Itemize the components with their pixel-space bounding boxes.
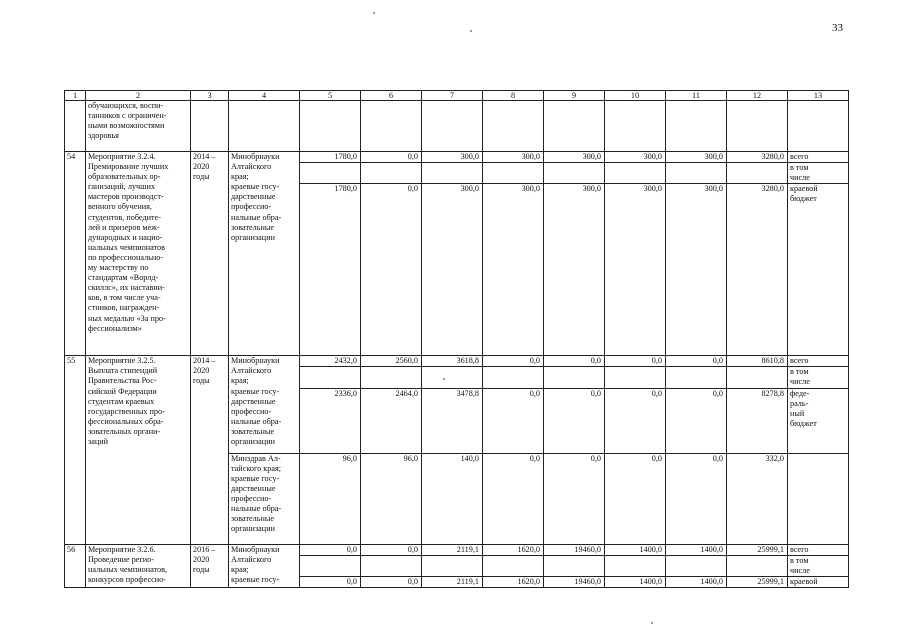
scan-speck (373, 12, 375, 14)
value-cell: 0,0 (605, 388, 666, 453)
value-cell: 96,0 (300, 453, 361, 544)
value-cell: 0,0 (666, 453, 727, 544)
value-cell: 300,0 (483, 184, 544, 356)
value-cell: 0,0 (605, 453, 666, 544)
value-cell: 3618,8 (422, 356, 483, 367)
program-table (64, 90, 849, 588)
value-cell: 0,0 (544, 453, 605, 544)
value-cell: 0,0 (361, 152, 422, 163)
scan-speck (470, 30, 472, 32)
header-cell: 6 (361, 91, 422, 101)
header-cell: 1 (65, 91, 86, 101)
header-cell: 2 (86, 91, 191, 101)
value-cell: 25999,1 (727, 544, 788, 555)
activity-name-cell: Мероприятие 3.2.4. Премирование лучших образовательных ор- ганизаций, лучших мастеров производст- венного обучения, студентов, победите- лей и призеров меж- дународных и нацио- нальных чемпионатов по профессионально- му мастерству по стандартам «Ворлд- скиллс», их наставни- ков, в том числе уча- стников, награжден- ных медалью «За про- фессионализм» (86, 152, 191, 356)
row-number-cell: 54 (65, 152, 86, 356)
value-cell: 8610,8 (727, 356, 788, 367)
value-cell: 0,0 (605, 356, 666, 367)
header-cell: 9 (544, 91, 605, 101)
value-cell: 0,0 (483, 453, 544, 544)
value-cell: 1780,0 (300, 184, 361, 356)
row-number-cell: 56 (65, 544, 86, 587)
funding-source-cell: в том числе (788, 163, 849, 184)
value-cell: 140,0 (422, 453, 483, 544)
executor-cell: Минобрнауки Алтайского края; краевые госу- дарственные профессио- нальные обра- зовательные организации (229, 356, 300, 453)
value-cell: 0,0 (361, 544, 422, 555)
value-cell: 300,0 (544, 152, 605, 163)
header-cell: 7 (422, 91, 483, 101)
value-cell: 0,0 (300, 576, 361, 587)
row-number-cell: 55 (65, 356, 86, 544)
activity-name-cell: Мероприятие 3.2.5. Выплата стипендий Правительства Рос- сийской Федерации студентам краевых государственных про- фессиональных обра- зовательных органи- заций (86, 356, 191, 544)
value-cell: 1400,0 (666, 576, 727, 587)
value-cell: 3280,0 (727, 152, 788, 163)
value-cell: 332,0 (727, 453, 788, 544)
header-cell: 11 (666, 91, 727, 101)
value-cell: 19460,0 (544, 576, 605, 587)
funding-source-cell: феде- раль- ный бюджет (788, 388, 849, 453)
scan-speck (651, 622, 653, 624)
value-cell: 1620,0 (483, 576, 544, 587)
value-cell: 1400,0 (666, 544, 727, 555)
value-cell: 0,0 (361, 184, 422, 356)
funding-source-cell: всего (788, 544, 849, 555)
value-cell: 300,0 (666, 184, 727, 356)
header-cell: 10 (605, 91, 666, 101)
value-cell: 0,0 (544, 388, 605, 453)
funding-source-cell: в том числе (788, 555, 849, 576)
value-cell: 0,0 (666, 388, 727, 453)
value-cell: 1780,0 (300, 152, 361, 163)
value-cell: 2119,1 (422, 576, 483, 587)
value-cell: 2119,1 (422, 544, 483, 555)
value-cell: 0,0 (666, 356, 727, 367)
header-cell: 4 (229, 91, 300, 101)
funding-source-cell: в том числе (788, 367, 849, 388)
value-cell: 0,0 (544, 356, 605, 367)
value-cell: 0,0 (361, 576, 422, 587)
period-cell: 2014 – 2020 годы (191, 152, 229, 356)
value-cell: 2560,0 (361, 356, 422, 367)
value-cell: 0,0 (300, 544, 361, 555)
value-cell: 300,0 (605, 152, 666, 163)
activity-name-cell: Мероприятие 3.2.6. Проведение регио- нальных чемпионатов, конкурсов профессио- (86, 544, 191, 587)
value-cell: 300,0 (666, 152, 727, 163)
funding-source-cell: всего (788, 356, 849, 367)
scan-speck (443, 378, 445, 380)
table-row (65, 544, 849, 555)
value-cell: 0,0 (483, 388, 544, 453)
header-cell: 13 (788, 91, 849, 101)
header-cell: 5 (300, 91, 361, 101)
value-cell: 25999,1 (727, 576, 788, 587)
funding-source-cell: краевой (788, 576, 849, 587)
page-number: 33 (832, 22, 843, 34)
value-cell: 3280,0 (727, 184, 788, 356)
period-cell: 2016 – 2020 годы (191, 544, 229, 587)
value-cell: 300,0 (483, 152, 544, 163)
header-cell: 8 (483, 91, 544, 101)
value-cell: 3478,8 (422, 388, 483, 453)
header-cell: 3 (191, 91, 229, 101)
value-cell: 1620,0 (483, 544, 544, 555)
value-cell: 300,0 (422, 152, 483, 163)
header-cell: 12 (727, 91, 788, 101)
executor-cell: Минобрнауки Алтайского края; краевые госу- дарственные профессио- нальные обра- зовательные организации (229, 152, 300, 356)
value-cell: 96,0 (361, 453, 422, 544)
value-cell: 8278,8 (727, 388, 788, 453)
header-row (65, 91, 849, 101)
value-cell: 300,0 (422, 184, 483, 356)
value-cell: 300,0 (605, 184, 666, 356)
value-cell: 2336,0 (300, 388, 361, 453)
executor-cell: Минобрнауки Алтайского края; краевые госу- (229, 544, 300, 587)
executor-cell: Минздрав Ал- тайского края; краевые госу- дарственные профессио- нальные обра- зовательные организации (229, 453, 300, 544)
activity-name-cell: обучающихся, воспи- танников с ограничен- ными возможностями здоровья (86, 101, 191, 152)
value-cell: 1400,0 (605, 576, 666, 587)
value-cell: 300,0 (544, 184, 605, 356)
period-cell: 2014 – 2020 годы (191, 356, 229, 544)
funding-source-cell (788, 453, 849, 544)
value-cell: 2432,0 (300, 356, 361, 367)
value-cell: 2464,0 (361, 388, 422, 453)
funding-source-cell: краевой бюджет (788, 184, 849, 356)
table-row (65, 101, 849, 152)
table-row (65, 356, 849, 367)
value-cell: 19460,0 (544, 544, 605, 555)
value-cell: 1400,0 (605, 544, 666, 555)
funding-source-cell: всего (788, 152, 849, 163)
table-row (65, 152, 849, 163)
value-cell: 0,0 (483, 356, 544, 367)
